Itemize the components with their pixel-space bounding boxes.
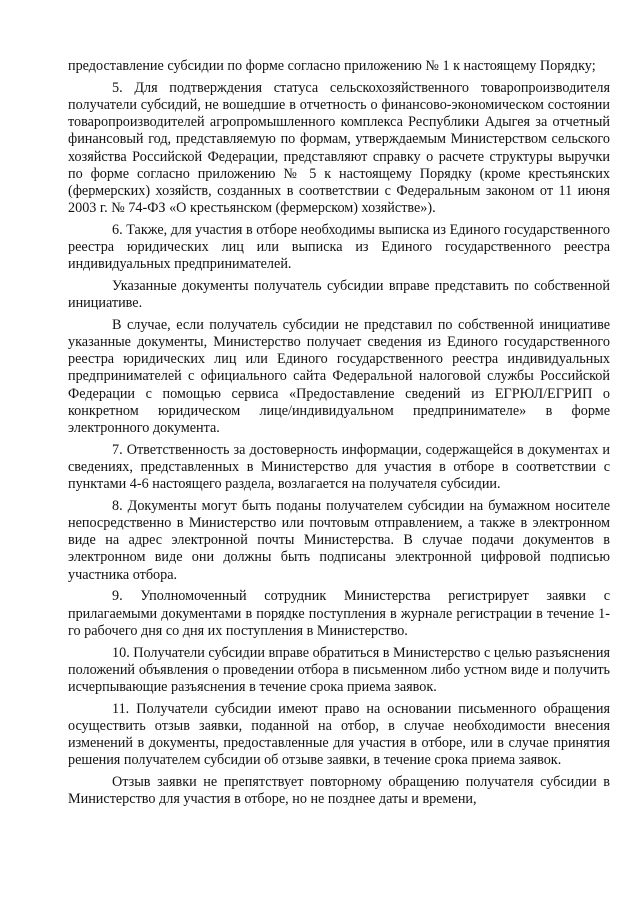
- paragraph-item-5: 5. Для подтверждения статуса сельскохозяйственного товаропроизводителя получатели субсидий, не вошедшие в отчетность о финансово-экономическом состоянии товаропроизводителей агропромышленного комплекса Республики Адыгея за отчетный финансовый год, представляемую по формам, утверждаемым Министерством сельского хозяйства Российской Федерации, представляют справку о расчете структуры выручки по форме согласно приложению № 5 к настоящему Порядку (кроме крестьянских (фермерских) хозяйств, созданных в соответствии с Федеральным законом от 11 июня 2003 г. № 74-ФЗ «О крестьянском (фермерском) хозяйстве»).: [68, 79, 610, 217]
- paragraph-item-7: 7. Ответственность за достоверность информации, содержащейся в документах и сведениях, представленных в Министерство для участия в отборе в соответствии с пунктами 4-6 настоящего раздела, возлагается на получателя субсидии.: [68, 441, 610, 493]
- paragraph-item-9: 9. Уполномоченный сотрудник Министерства регистрирует заявки с прилагаемыми документами в порядке поступления в журнале регистрации в течение 1-го рабочего дня со дня их поступления в Министерство.: [68, 588, 610, 639]
- paragraph-item-8: 8. Документы могут быть поданы получателем субсидии на бумажном носителе непосредственно в Министерство или почтовым отправлением, а также в электронном виде на адрес электронной почты Министерства. В случае подачи документов в электронном виде они должны быть подписаны электронной цифровой подписью участника отбора.: [68, 497, 610, 583]
- paragraph-withdrawal: Отзыв заявки не препятствует повторному обращению получателя субсидии в Министерство для участия в отборе, но не позднее даты и времени,: [68, 773, 610, 808]
- paragraph-ministry-request: В случае, если получатель субсидии не представил по собственной инициативе указанные документы, Министерство получает сведения из Единого государственного реестра юридических лиц или Единого государственного реестра индивидуальных предпринимателей с официального сайта Федеральной налоговой службы Российской Федерации с помощью сервиса «Предоставление сведений из ЕГРЮЛ/ЕГРИП о конкретном юридическом лице/индивидуальном предпринимателе» в форме электронного документа.: [68, 316, 610, 437]
- paragraph-item-6: 6. Также, для участия в отборе необходимы выписка из Единого государственного реестра юридических лиц или выписка из Единого государственного реестра индивидуальных предпринимателей.: [68, 221, 610, 273]
- paragraph-item-11: 11. Получатели субсидии имеют право на основании письменного обращения осуществить отзыв заявки, поданной на отбор, в случае необходимости внесения изменений в документы, предоставленные для участия в отборе, или в случае принятия решения получателем субсидии об отзыве заявки, в течение срока приема заявок.: [68, 700, 610, 769]
- paragraph-continuation: предоставление субсидии по форме согласно приложению № 1 к настоящему Порядку;: [68, 58, 596, 74]
- paragraph-own-initiative: Указанные документы получатель субсидии вправе представить по собственной инициативе.: [68, 277, 610, 312]
- paragraph-item-10: 10. Получатели субсидии вправе обратиться в Министерство с целью разъяснения положений объявления о проведении отбора в письменном либо устном виде и получить исчерпывающие разъяснения в течение срока приема заявок.: [68, 644, 610, 695]
